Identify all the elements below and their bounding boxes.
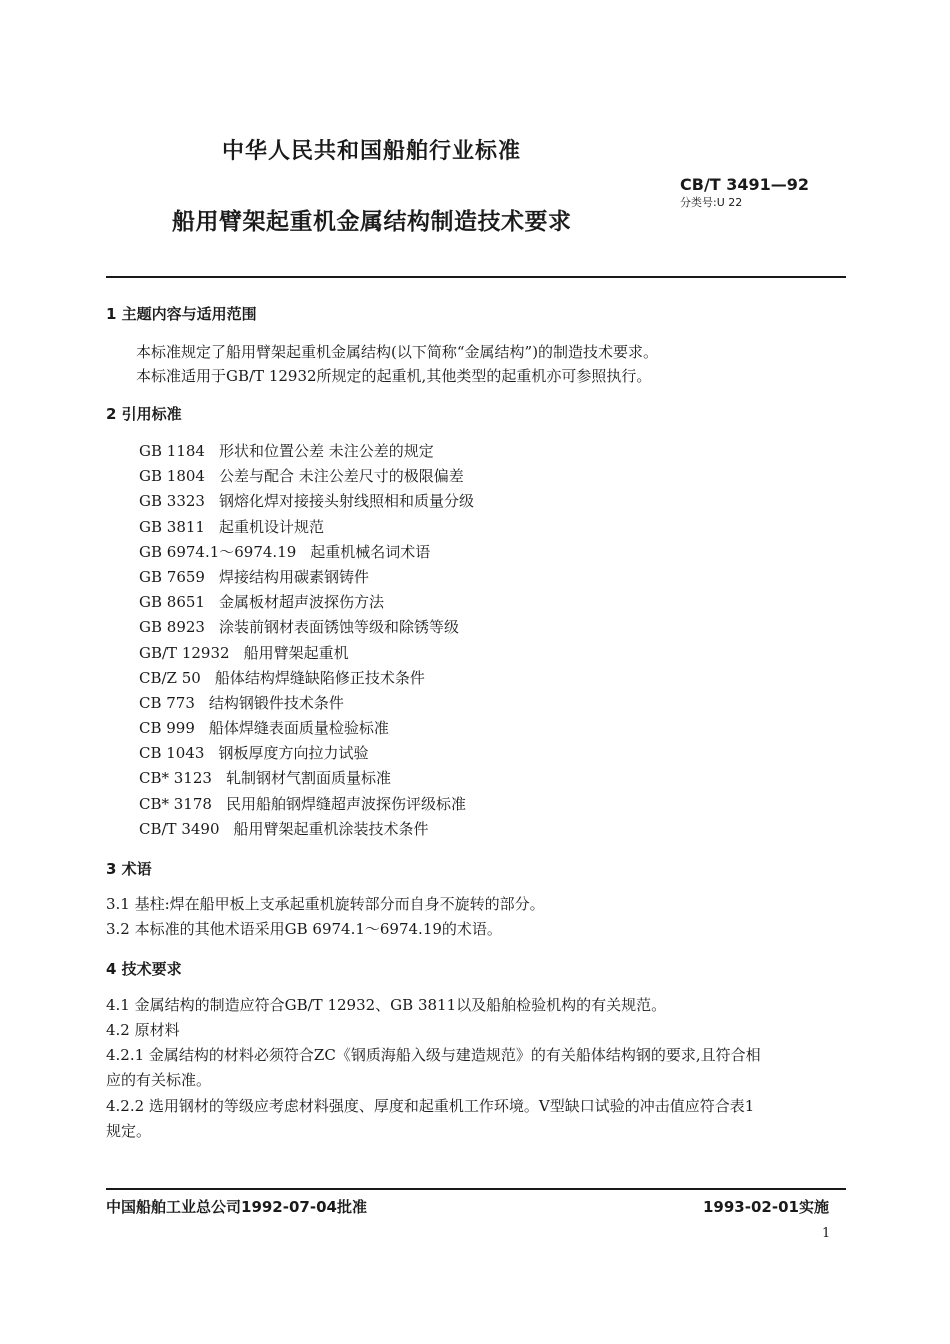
header-divider [106, 276, 846, 278]
reference-item [139, 641, 474, 666]
reference-code: GB 7659 [139, 567, 205, 586]
reference-code: CB/T 3490 [139, 819, 220, 838]
footer-divider [106, 1188, 846, 1190]
reference-code: CB* 3123 [139, 769, 212, 788]
reference-code: CB* 3178 [139, 794, 212, 813]
reference-title: 起重机械名词术语 [310, 542, 431, 561]
reference-code: CB 1043 [139, 744, 205, 763]
reference-item [139, 766, 474, 791]
reference-title: 轧制钢材气割面质量标准 [225, 769, 391, 788]
approval-line: 中国船舶工业总公司1992-07-04批准 [106, 1198, 367, 1216]
reference-title: 船用臂架起重机涂装技术条件 [233, 819, 429, 838]
requirement-4-2: 4.2 原材料 [106, 1021, 180, 1039]
document-code: CB/T 3491—92 [680, 175, 810, 194]
reference-code: GB 1184 [139, 442, 205, 460]
reference-code: CB 999 [139, 719, 195, 738]
reference-item [139, 741, 474, 766]
reference-item [139, 615, 474, 640]
requirement-4-2-2-line-1: 4.2.2 选用钢材的等级应考虑材料强度、厚度和起重机工作环境。V型缺口试验的冲击值应符合表1 [106, 1097, 755, 1115]
effective-date: 1993-02-01实施 [703, 1198, 829, 1216]
reference-code: GB 3811 [139, 517, 205, 536]
reference-item [139, 590, 474, 615]
reference-title: 钢熔化焊对接接头射线照相和质量分级 [218, 492, 474, 511]
requirement-4-2-1-line-1: 4.2.1 金属结构的材料必须符合ZC《钢质海船入级与建造规范》的有关船体结构钢的要求,且符合相 [106, 1046, 761, 1064]
reference-item [139, 540, 474, 565]
reference-code: CB 773 [139, 693, 195, 712]
reference-item [139, 691, 474, 716]
reference-code: GB 3323 [139, 492, 205, 511]
section-3-heading: 3 术语 [106, 860, 152, 878]
reference-item [139, 716, 474, 741]
reference-title: 船体焊缝表面质量检验标准 [208, 719, 389, 738]
reference-code: GB/T 12932 [139, 643, 230, 662]
document-title: 船用臂架起重机金属结构制造技术要求 [172, 209, 572, 235]
section-1-paragraph-1: 本标准规定了船用臂架起重机金属结构(以下简称“金属结构”)的制造技术要求。 [136, 343, 659, 361]
section-1-heading: 1 主题内容与适用范围 [106, 305, 257, 323]
reference-item [139, 464, 474, 489]
section-1-paragraph-2: 本标准适用于GB/T 12932所规定的起重机,其他类型的起重机亦可参照执行。 [136, 367, 652, 385]
reference-code: GB 6974.1～6974.19 [139, 542, 297, 561]
reference-title: 焊接结构用碳素钢铸件 [218, 567, 369, 586]
industry-standard-title: 中华人民共和国船舶行业标准 [222, 139, 522, 164]
term-3-1: 3.1 基柱:焊在船甲板上支承起重机旋转部分而自身不旋转的部分。 [106, 895, 545, 913]
classification-number: 分类号:U 22 [680, 196, 743, 209]
reference-title: 结构钢锻件技术条件 [208, 693, 344, 712]
reference-item [139, 792, 474, 817]
reference-code: GB 8923 [139, 618, 205, 637]
term-3-2: 3.2 本标准的其他术语采用GB 6974.1～6974.19的术语。 [106, 920, 502, 938]
reference-title: 船用臂架起重机 [243, 643, 349, 662]
reference-title: 船体结构焊缝缺陷修正技术条件 [214, 668, 425, 687]
requirement-4-2-1-line-2: 应的有关标准。 [106, 1071, 212, 1089]
reference-item [139, 565, 474, 590]
reference-standards-list [139, 439, 474, 842]
requirement-4-1: 4.1 金属结构的制造应符合GB/T 12932、GB 3811以及船舶检验机构的有关规范。 [106, 996, 667, 1014]
reference-item [139, 439, 474, 464]
page-number: 1 [822, 1226, 831, 1241]
requirement-4-2-2-line-2: 规定。 [106, 1122, 152, 1140]
reference-title: 形状和位置公差 未注公差的规定 [218, 442, 434, 460]
reference-code: GB 8651 [139, 593, 205, 612]
reference-title: 金属板材超声波探伤方法 [218, 593, 384, 612]
section-4-heading: 4 技术要求 [106, 960, 182, 978]
reference-title: 涂装前钢材表面锈蚀等级和除锈等级 [218, 618, 459, 637]
reference-item [139, 515, 474, 540]
reference-item [139, 817, 474, 842]
reference-code: CB/Z 50 [139, 668, 201, 687]
reference-title: 民用船舶钢焊缝超声波探伤评级标准 [225, 794, 466, 813]
section-2-heading: 2 引用标准 [106, 405, 182, 423]
reference-title: 公差与配合 未注公差尺寸的极限偏差 [218, 467, 464, 486]
reference-code: GB 1804 [139, 467, 205, 486]
reference-item [139, 489, 474, 514]
reference-title: 钢板厚度方向拉力试验 [218, 744, 369, 763]
reference-title: 起重机设计规范 [218, 517, 324, 536]
reference-item [139, 666, 474, 691]
